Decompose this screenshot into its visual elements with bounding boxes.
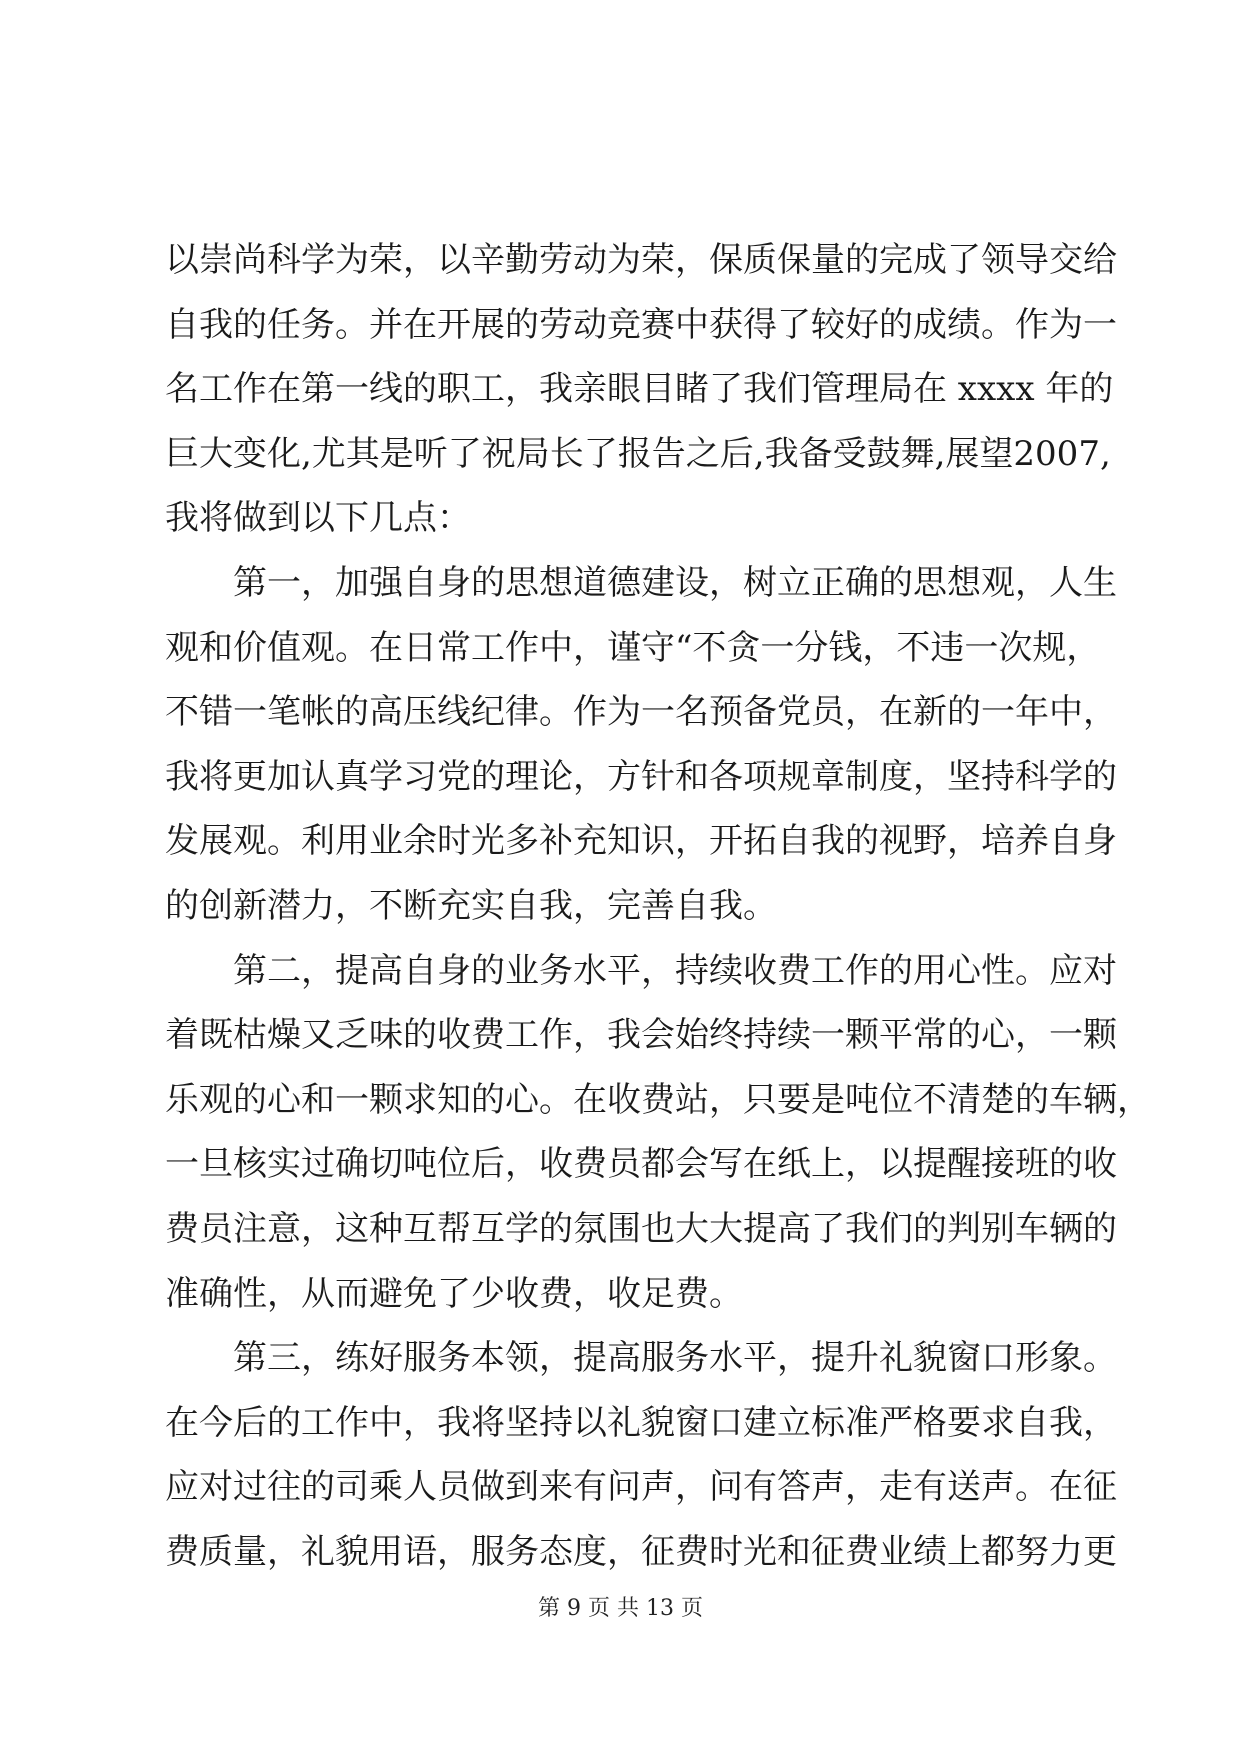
- text-line: 费员注意，这种互帮互学的氛围也大大提高了我们的判别车辆的: [165, 1208, 1117, 1249]
- text-line: 巨大变化,尤其是听了祝局长了报告之后,我备受鼓舞,展望2007,: [165, 433, 1111, 474]
- text-line: 在今后的工作中，我将坚持以礼貌窗口建立标准严格要求自我，: [165, 1402, 1117, 1443]
- paragraph-4: [165, 1326, 1117, 1584]
- text-line: 乐观的心和一颗求知的心。在收费站，只要是吨位不清楚的车辆，: [165, 1079, 1151, 1120]
- text-line: 应对过往的司乘人员做到来有问声，问有答声，走有送声。在征: [165, 1467, 1117, 1508]
- text-line: 的创新潜力，不断充实自我，完善自我。: [165, 885, 777, 926]
- text-line: 第三，练好服务本领，提高服务水平，提升礼貌窗口形象。: [233, 1338, 1117, 1379]
- paragraph-1: [165, 228, 1117, 551]
- paragraph-2: [165, 551, 1117, 939]
- text-line: 自我的任务。并在开展的劳动竞赛中获得了较好的成绩。作为一: [165, 304, 1117, 345]
- text-line: 准确性，从而避免了少收费，收足费。: [165, 1273, 743, 1314]
- document-body: [165, 228, 1151, 1584]
- text-line: 第二，提高自身的业务水平，持续收费工作的用心性。应对: [233, 950, 1117, 991]
- text-line: 第一，加强自身的思想道德建设，树立正确的思想观，人生: [233, 562, 1117, 603]
- text-line: 发展观。利用业余时光多补充知识，开拓自我的视野，培养自身: [165, 821, 1117, 862]
- text-line: 名工作在第一线的职工，我亲眼目睹了我们管理局在 xxxx 年的: [165, 369, 1114, 410]
- text-line: 我将做到以下几点：: [165, 498, 471, 539]
- text-line: 以崇尚科学为荣，以辛勤劳动为荣，保质保量的完成了领导交给: [165, 240, 1117, 280]
- text-line: 我将更加认真学习党的理论，方针和各项规章制度，坚持科学的: [165, 756, 1117, 797]
- text-line: 不错一笔帐的高压线纪律。作为一名预备党员，在新的一年中，: [165, 692, 1117, 733]
- text-line: 费质量，礼貌用语，服务态度，征费时光和征费业绩上都努力更: [165, 1531, 1117, 1572]
- page-number: 第 9 页 共 13 页: [538, 1596, 703, 1621]
- paragraph-3: [165, 939, 1151, 1327]
- text-line: 观和价值观。在日常工作中，谨守“不贪一分钱，不违一次规，: [165, 627, 1101, 668]
- text-line: 着既枯燥又乏味的收费工作，我会始终持续一颗平常的心，一颗: [165, 1015, 1117, 1056]
- text-line: 一旦核实过确切吨位后，收费员都会写在纸上，以提醒接班的收: [165, 1144, 1117, 1185]
